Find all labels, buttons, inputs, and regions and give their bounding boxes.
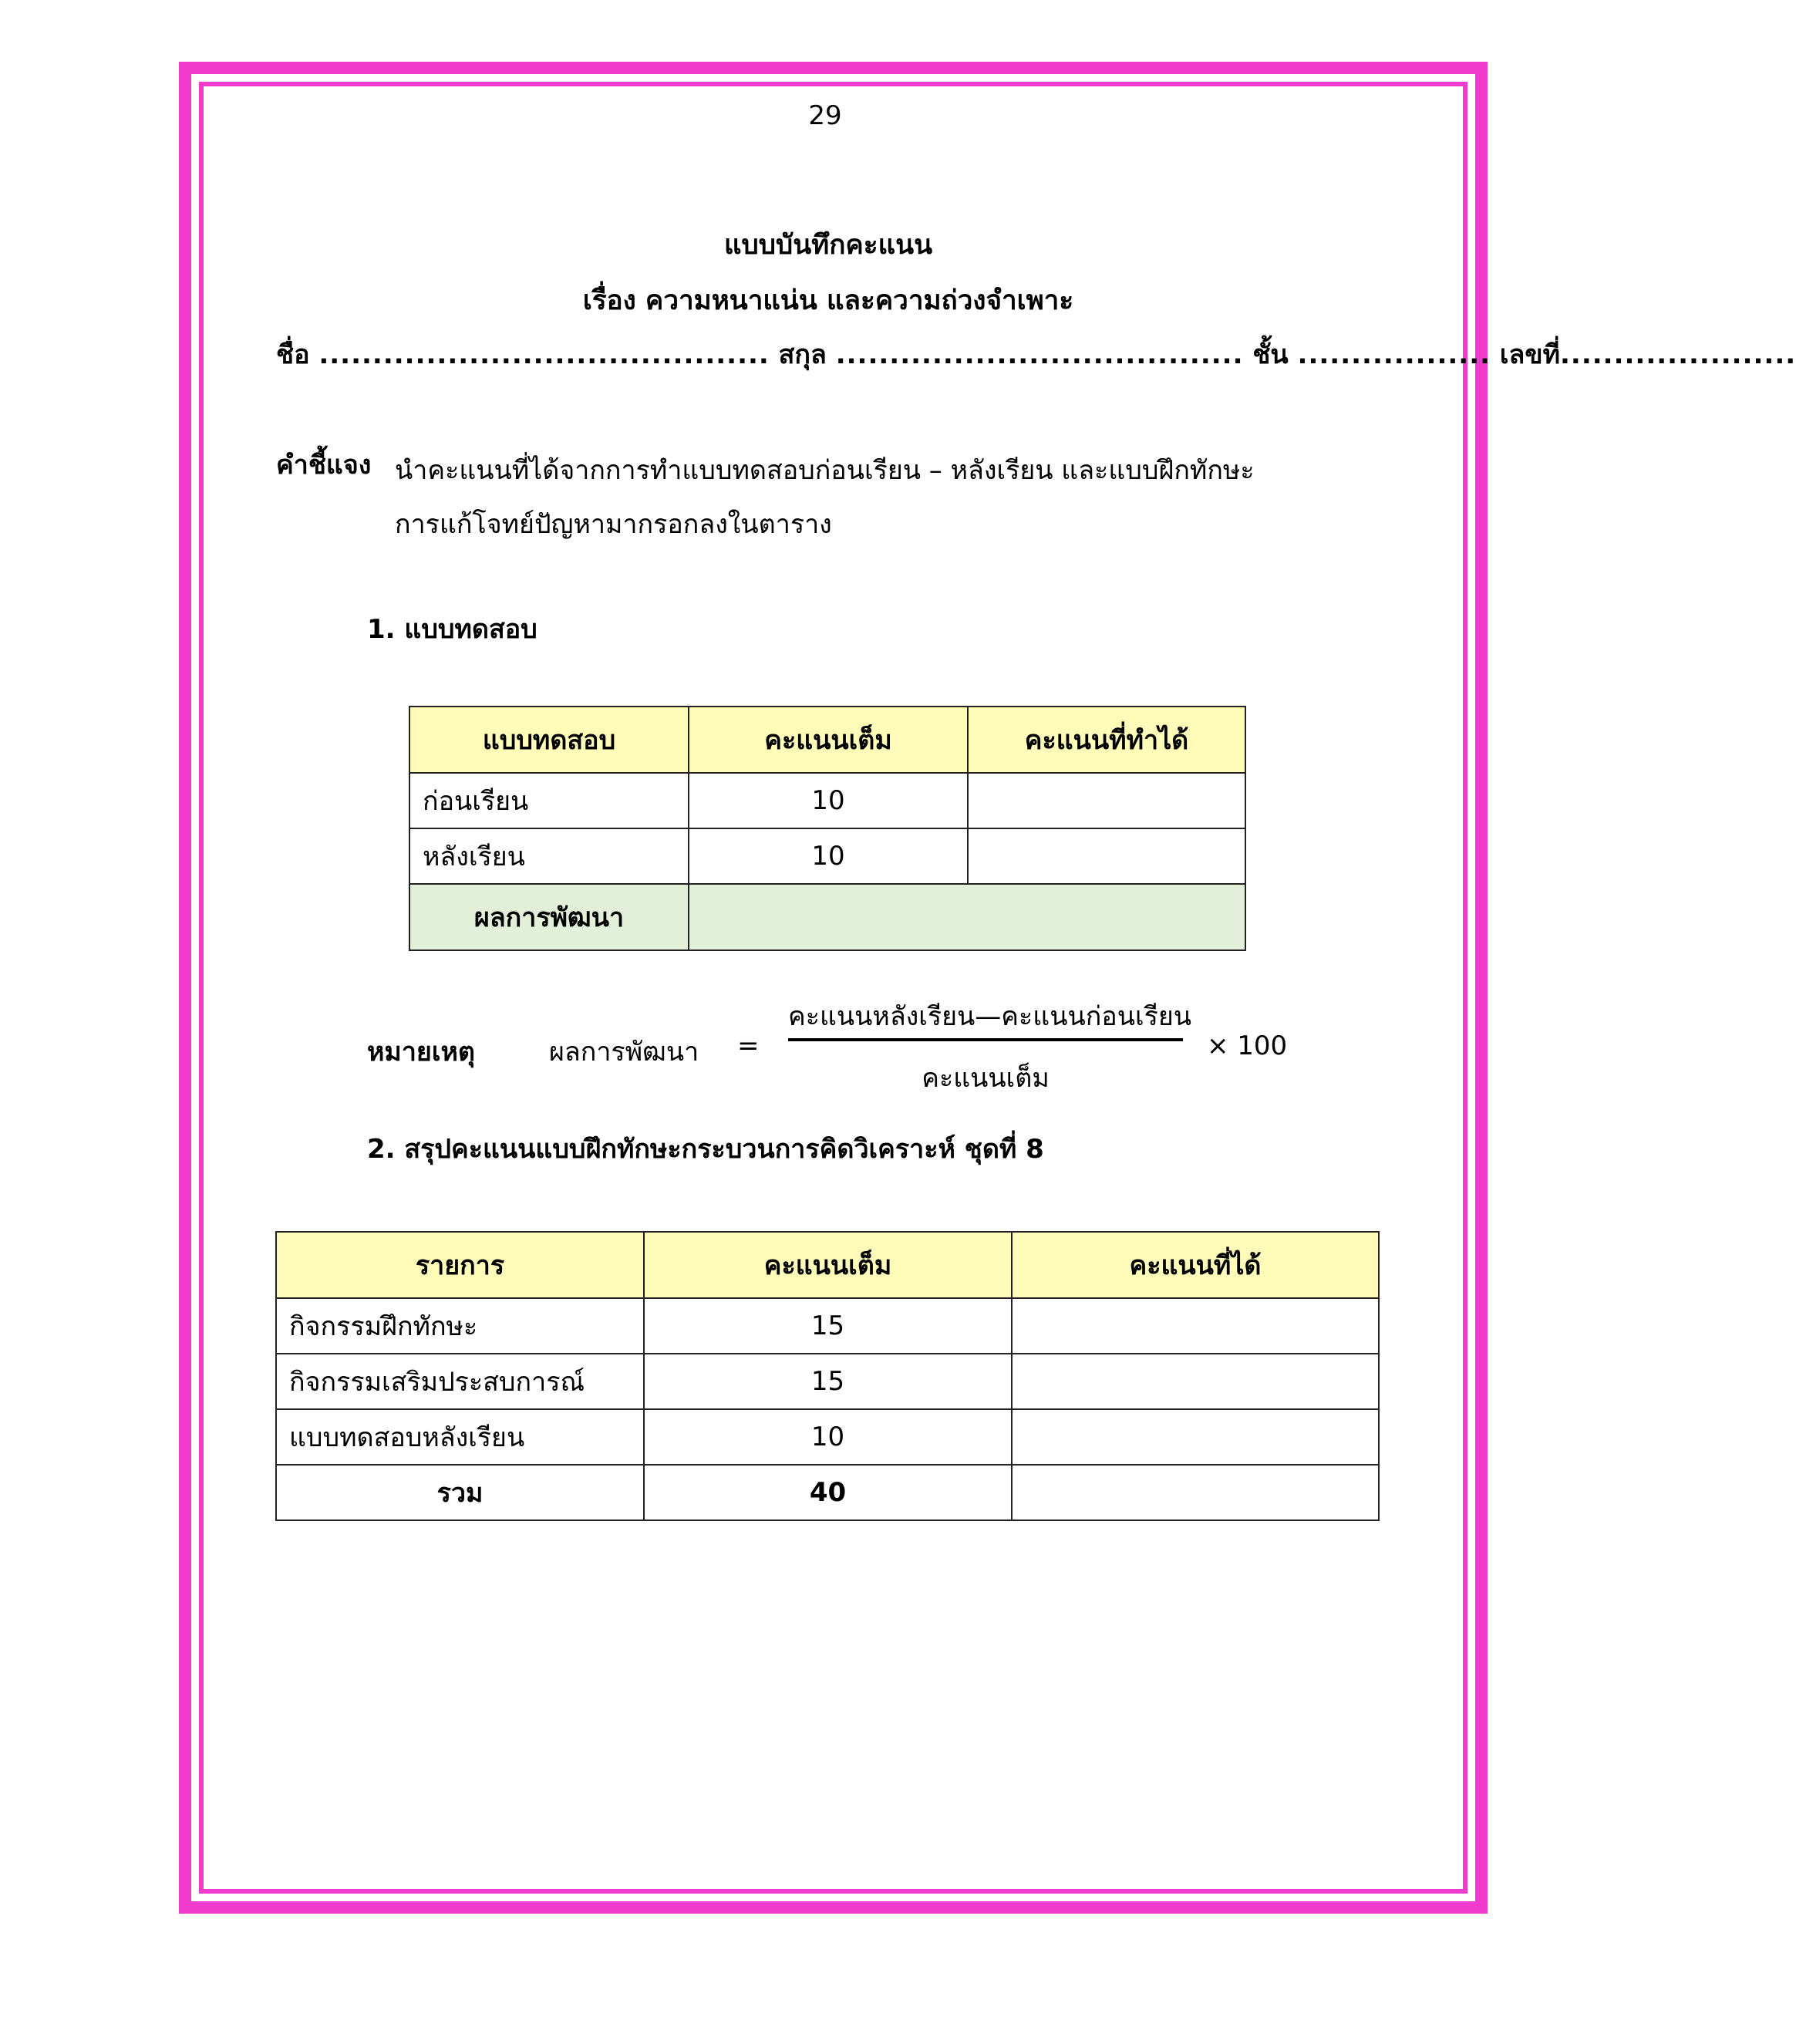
full-score-cell: 15: [644, 1298, 1012, 1354]
fraction-bar: [788, 1038, 1183, 1041]
row-label: กิจกรรมฝึกทักษะ: [276, 1298, 644, 1354]
total-obtained-score-cell[interactable]: [1012, 1465, 1379, 1520]
table-row: [409, 828, 1245, 884]
development-result-cell[interactable]: [689, 884, 1245, 950]
row-label: ก่อนเรียน: [409, 773, 689, 828]
full-score-cell: 10: [689, 828, 968, 884]
development-row: [409, 884, 1245, 950]
row-label: แบบทดสอบหลังเรียน: [276, 1409, 644, 1465]
full-score-cell: 10: [689, 773, 968, 828]
class-blank[interactable]: ..................: [1297, 339, 1491, 370]
student-info-line: [276, 333, 1796, 375]
total-label: รวม: [276, 1465, 644, 1520]
section-1-heading: 1. แบบทดสอบ: [367, 614, 537, 645]
full-score-cell: 10: [644, 1409, 1012, 1465]
page-title: แบบบันทึกคะแนน: [723, 230, 933, 261]
obtained-score-cell[interactable]: [1012, 1298, 1379, 1354]
full-score-cell: 15: [644, 1354, 1012, 1409]
obtained-score-cell[interactable]: [1012, 1354, 1379, 1409]
total-row: [276, 1465, 1379, 1520]
table-row: [276, 1298, 1379, 1354]
total-full-score: 40: [644, 1465, 1012, 1520]
surname-label: สกุล: [778, 339, 827, 370]
row-label: กิจกรรมเสริมประสบการณ์: [276, 1354, 644, 1409]
page-subtitle: เรื่อง ความหนาแน่น และความถ่วงจำเพาะ: [582, 285, 1074, 316]
table-header-row: [409, 707, 1245, 773]
column-header-full-score: คะแนนเต็ม: [644, 1232, 1012, 1298]
instructions-line-2: การแก้โจทย์ปัญหามากรอกลงในตาราง: [395, 509, 832, 540]
section-2-heading: 2. สรุปคะแนนแบบฝึกทักษะกระบวนการคิดวิเคราะห์ ชุดที่ 8: [367, 1134, 1044, 1165]
note-label: หมายเหตุ: [367, 1037, 475, 1068]
class-label: ชั้น: [1252, 339, 1289, 370]
name-label: ชื่อ: [276, 339, 310, 370]
table-row: [276, 1409, 1379, 1465]
surname-blank[interactable]: ......................................: [835, 339, 1244, 370]
column-header-obtained-score: คะแนนที่ทำได้: [968, 707, 1245, 773]
obtained-score-cell[interactable]: [968, 828, 1245, 884]
table-row: [276, 1354, 1379, 1409]
instructions-line-1: นำคะแนนที่ได้จากการทำแบบทดสอบก่อนเรียน – หลังเรียน และแบบฝึกทักษะ: [395, 455, 1255, 486]
formula-denominator: คะแนนเต็ม: [922, 1063, 1050, 1094]
number-label: เลขที่: [1499, 339, 1560, 370]
formula-term: ผลการพัฒนา: [549, 1037, 699, 1068]
test-score-table: [409, 706, 1246, 951]
formula-numerator: คะแนนหลังเรียน—คะแนนก่อนเรียน: [788, 1001, 1191, 1032]
instructions-text: [395, 444, 1320, 551]
column-header-item: รายการ: [276, 1232, 644, 1298]
name-blank[interactable]: ..........................................: [318, 339, 770, 370]
obtained-score-cell[interactable]: [1012, 1409, 1379, 1465]
formula-equals: =: [737, 1030, 760, 1061]
table-header-row: [276, 1232, 1379, 1298]
formula-multiplier: × 100: [1207, 1030, 1288, 1061]
skill-summary-table: [275, 1231, 1380, 1521]
number-blank[interactable]: ......................: [1560, 339, 1796, 370]
table-row: [409, 773, 1245, 828]
column-header-test: แบบทดสอบ: [409, 707, 689, 773]
development-label: ผลการพัฒนา: [409, 884, 689, 950]
page-number: 29: [808, 100, 842, 131]
instructions-label: คำชี้แจง: [276, 450, 372, 481]
obtained-score-cell[interactable]: [968, 773, 1245, 828]
row-label: หลังเรียน: [409, 828, 689, 884]
column-header-obtained-score: คะแนนที่ได้: [1012, 1232, 1379, 1298]
column-header-full-score: คะแนนเต็ม: [689, 707, 968, 773]
